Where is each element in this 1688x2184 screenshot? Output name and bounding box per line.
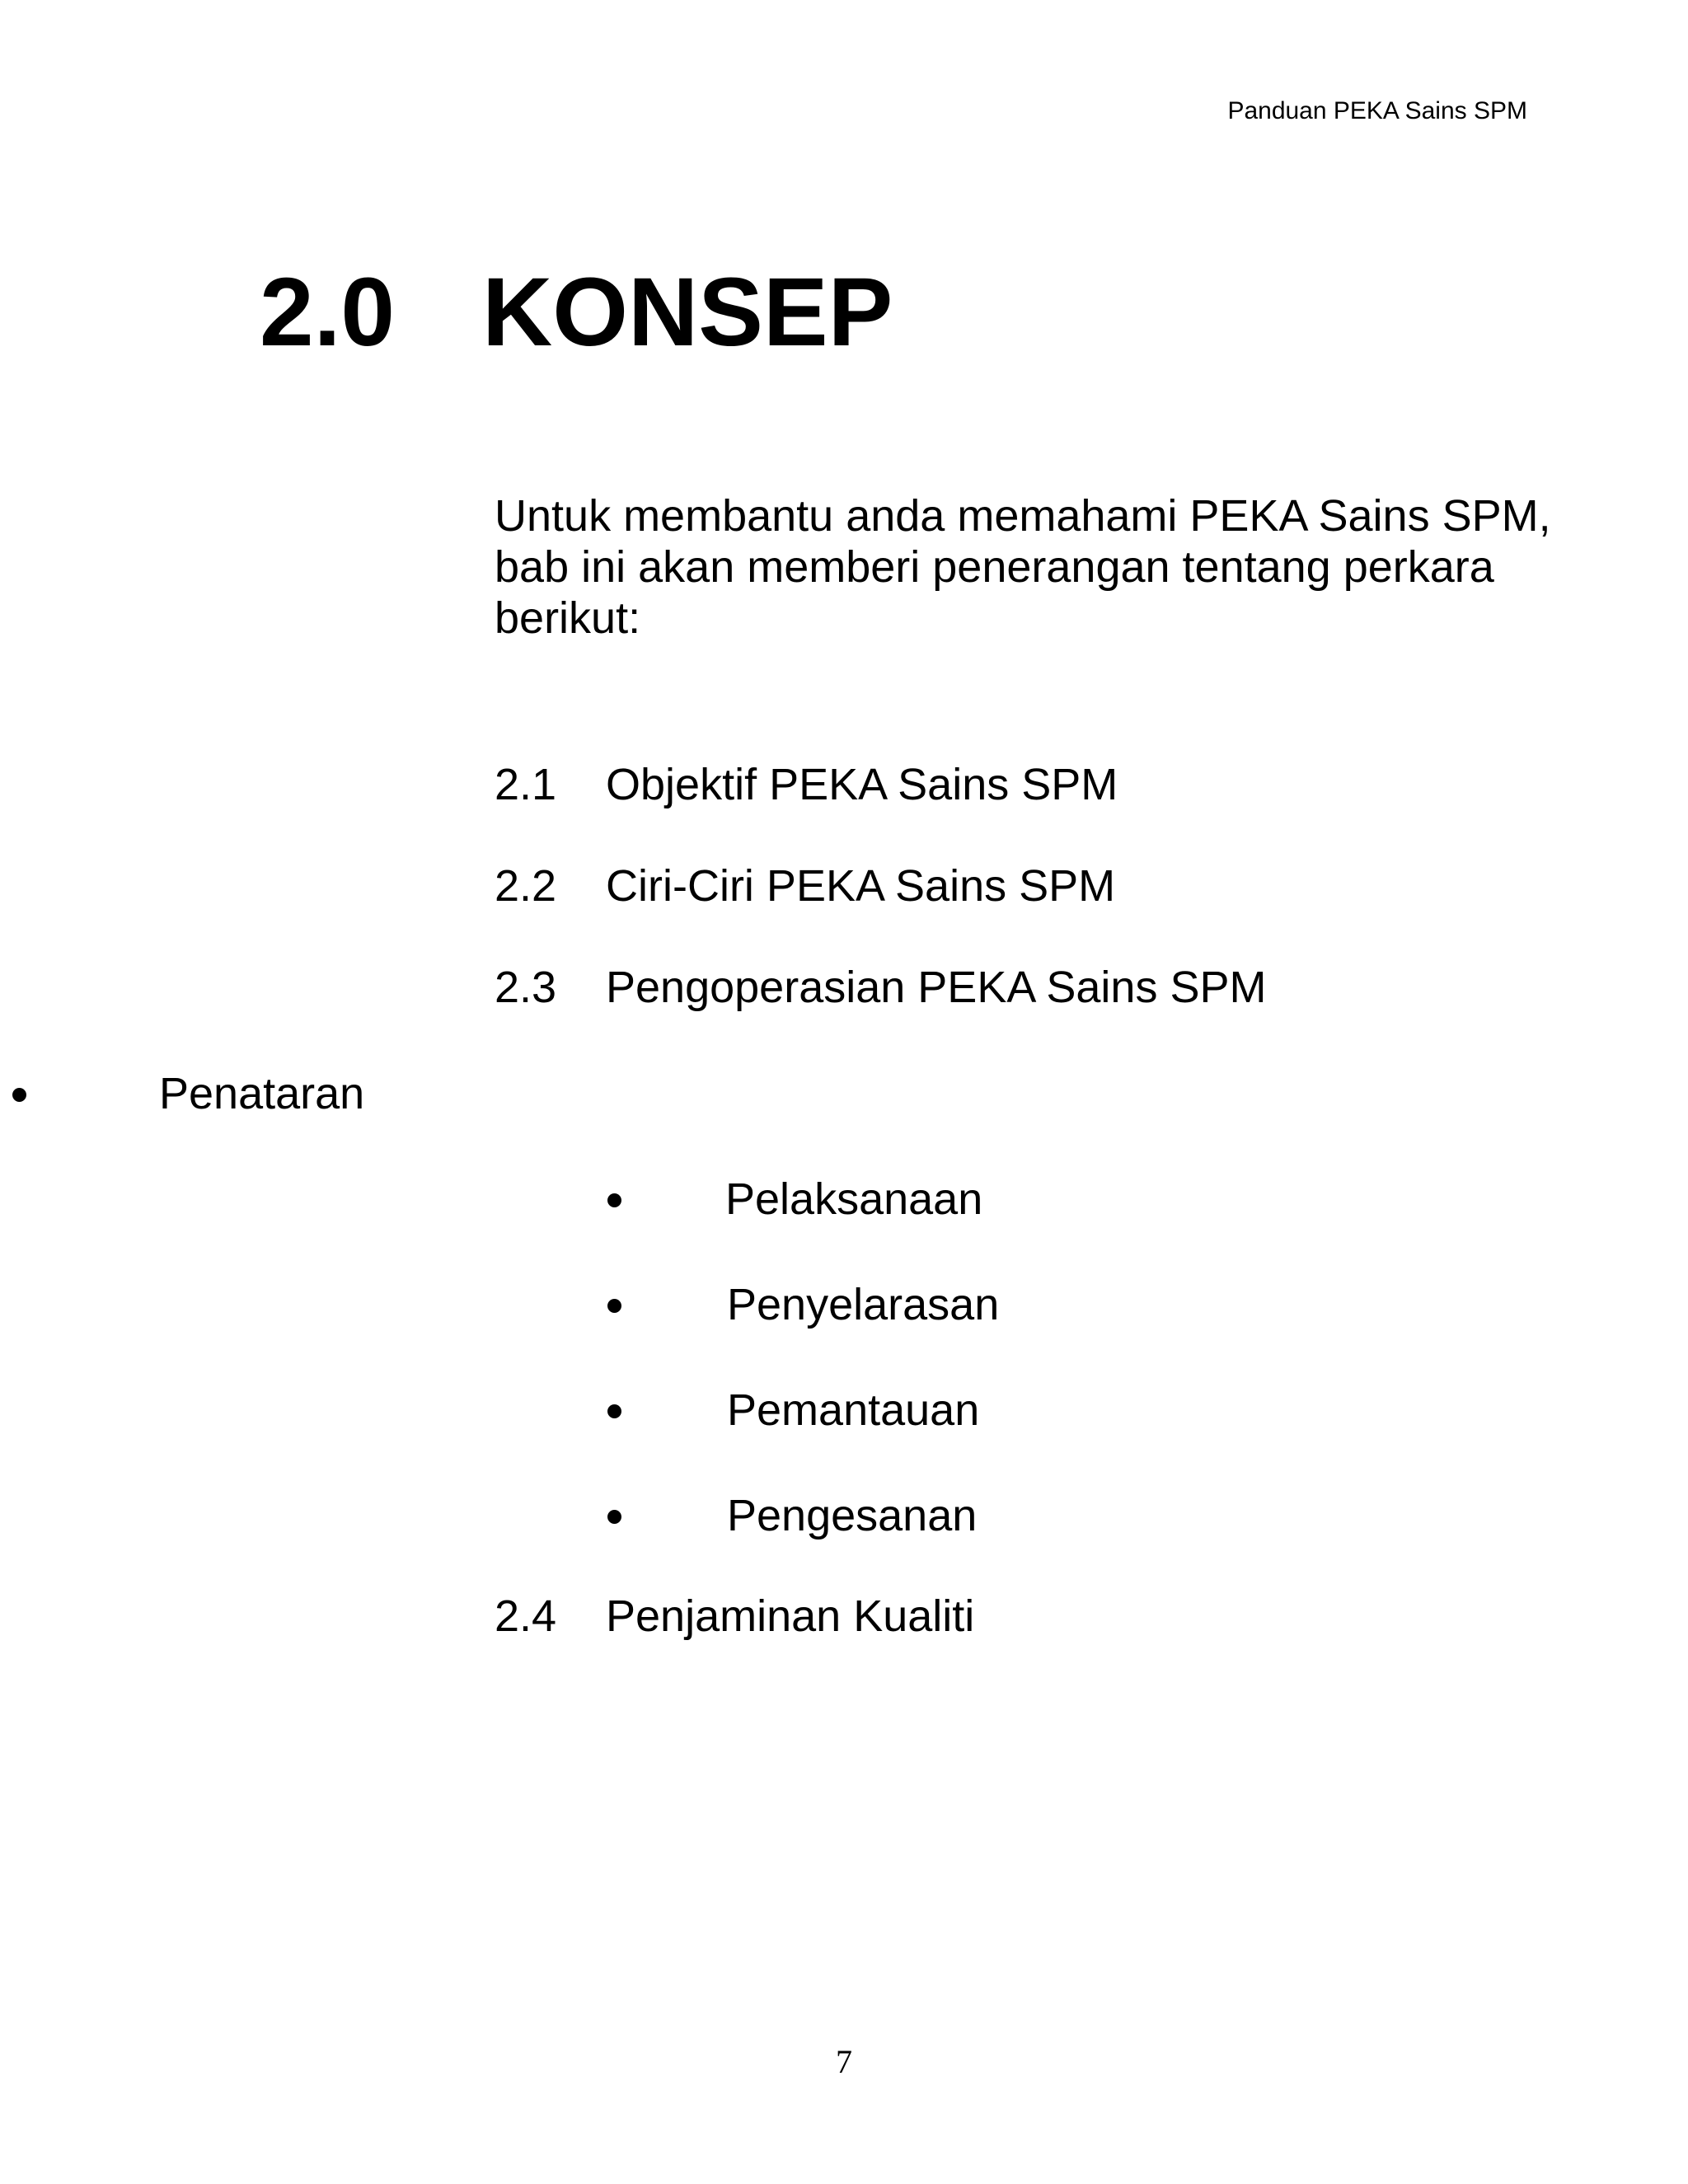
- intro-paragraph: Untuk membantu anda memahami PEKA Sains SPM, bab ini akan memberi penerangan tentang perkara berikut:: [495, 491, 1551, 643]
- section-number: 2.3: [495, 963, 557, 1012]
- chapter-title: KONSEP: [482, 258, 893, 367]
- section-number: 2.2: [495, 861, 557, 911]
- bullet-icon: [607, 1299, 621, 1313]
- bullet-icon: [607, 1404, 621, 1418]
- section-label: Penjaminan Kualiti: [606, 1591, 975, 1641]
- section-number: 2.1: [495, 760, 557, 809]
- section-label: Pengoperasian PEKA Sains SPM: [606, 963, 1267, 1012]
- sub-bullet-label: Pemantauan: [727, 1385, 980, 1435]
- chapter-number: 2.0: [260, 258, 396, 367]
- sub-bullet-label: Penyelarasan: [727, 1280, 1000, 1329]
- bullet-icon: [607, 1510, 621, 1524]
- outer-bullet-label: Penataran: [159, 1069, 365, 1118]
- section-label: Ciri-Ciri PEKA Sains SPM: [606, 861, 1116, 911]
- page-number: 7: [836, 2043, 852, 2080]
- sub-bullet-label: Pengesanan: [727, 1491, 978, 1540]
- section-number: 2.4: [495, 1591, 557, 1641]
- section-label: Objektif PEKA Sains SPM: [606, 760, 1118, 809]
- bullet-icon: [12, 1088, 26, 1102]
- bullet-icon: [607, 1193, 621, 1207]
- sub-bullet-label: Pelaksanaan: [725, 1174, 983, 1224]
- running-header: Panduan PEKA Sains SPM: [1227, 97, 1527, 124]
